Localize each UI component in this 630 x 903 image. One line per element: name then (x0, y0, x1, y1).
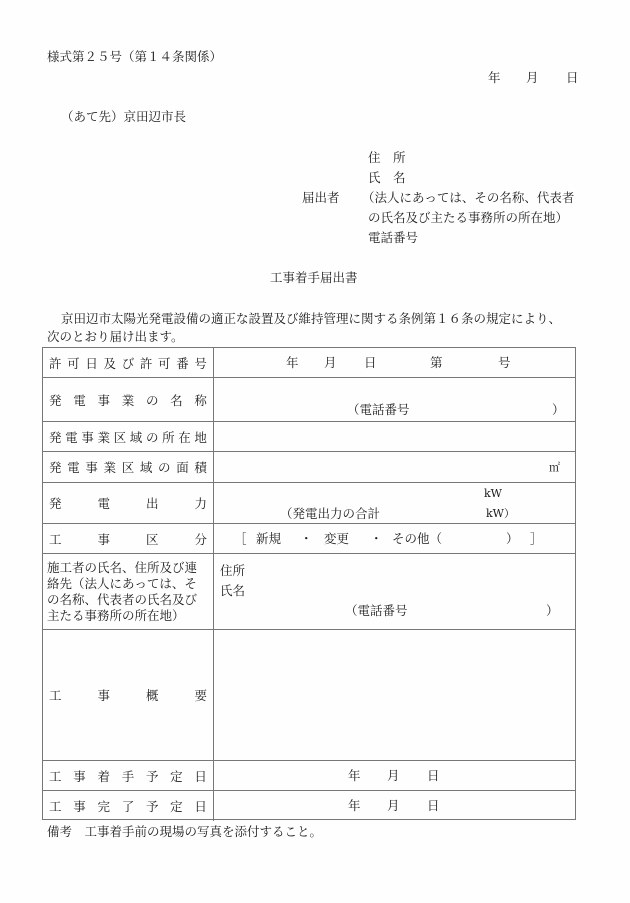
value-end-date (214, 791, 575, 821)
label-char: 定 (170, 768, 183, 784)
label-char: 電 (97, 496, 110, 511)
label-permit (43, 348, 214, 377)
label-char: 事 (85, 460, 98, 475)
value-summary[interactable] (214, 630, 575, 760)
intro-line1: 京田辺市太陽光発電設備の適正な設置及び維持管理に関する条例第１６条の規定により、 (61, 311, 562, 326)
label-char: 日 (194, 768, 207, 784)
row-location (43, 422, 575, 452)
label-category (43, 524, 214, 553)
permit-year: 年 (286, 355, 299, 370)
label-char: 積 (194, 460, 207, 475)
row-permit (43, 348, 575, 378)
label-char: 及 (103, 355, 117, 371)
permit-dai: 第 (430, 355, 443, 370)
label-char: び (121, 355, 135, 371)
row-area (43, 452, 575, 483)
label-start-date (43, 761, 214, 790)
label-char: 在 (178, 429, 191, 445)
label-char: 予 (145, 799, 159, 814)
end-day: 日 (427, 798, 440, 813)
label-char: 発 (49, 496, 62, 511)
label-output (43, 483, 214, 523)
remarks: 備考 工事着手前の現場の写真を添付すること。 (47, 824, 323, 839)
form-number: 様式第２５号（第１４条関係） (47, 49, 223, 64)
label-business-name (43, 378, 214, 421)
area-unit: ㎡ (549, 461, 560, 474)
applicant-role-label: 届出者 (302, 190, 340, 205)
label-char: 業 (103, 460, 117, 475)
applicant-note-line1: （法人にあっては、その名称、代表者 (362, 190, 575, 205)
start-month: 月 (387, 768, 400, 783)
label-char: 電 (65, 429, 78, 445)
label-char: 許 (139, 355, 153, 371)
label-char: 地 (194, 429, 207, 445)
notification-table (42, 347, 576, 820)
label-char: 区 (121, 460, 135, 475)
label-char: 許 (49, 355, 62, 371)
label-char: の (145, 429, 159, 445)
applicant-address-label: 住 所 (368, 150, 406, 165)
applicant-note-line2: の氏名及び主たる事務所の所在地） (368, 210, 569, 225)
label-end-date (43, 791, 214, 821)
category-dot2: ・ (370, 531, 383, 546)
label-char: の (145, 392, 159, 408)
label-char: 事 (97, 688, 110, 703)
contractor-phone-close: ） (546, 603, 559, 618)
label-char: 号 (194, 355, 207, 371)
value-area (214, 452, 575, 482)
label-char: 番 (176, 355, 189, 371)
label-char: 工 (49, 799, 62, 814)
category-other[interactable]: その他（ (392, 531, 443, 546)
row-business-name (43, 378, 575, 422)
label-char: 電 (73, 392, 86, 408)
value-category (214, 524, 575, 553)
row-contractor (43, 554, 575, 630)
label-char: 所 (162, 429, 175, 445)
contractor-address-label: 住所 (220, 563, 246, 578)
label-char: 工 (49, 531, 62, 547)
end-year: 年 (348, 798, 361, 813)
value-contractor (214, 554, 575, 629)
label-char: 区 (113, 429, 127, 445)
category-open-bracket: ［ (234, 531, 247, 546)
label-char: 要 (194, 688, 207, 703)
row-end-date (43, 791, 575, 821)
label-char: 手 (121, 768, 135, 784)
header-date-month: 月 (526, 70, 539, 85)
category-close-bracket: ］ (530, 531, 543, 546)
business-phone-open: （電話番号 (347, 402, 410, 417)
label-char: 分 (194, 531, 207, 547)
applicant-name-label: 氏 名 (368, 170, 406, 185)
label-char: 予 (145, 768, 159, 784)
label-char: 工 (49, 688, 62, 703)
label-location (43, 422, 214, 451)
category-change[interactable]: 変更 (324, 531, 350, 546)
header-date-day: 日 (566, 70, 579, 85)
label-char: 発 (49, 429, 62, 445)
category-other-close: ） (506, 531, 519, 546)
label-char: の (158, 460, 171, 475)
value-permit (214, 348, 575, 377)
label-char: 域 (139, 460, 153, 475)
intro-line2: 次のとおり届け出ます。 (47, 329, 184, 344)
start-year: 年 (348, 768, 361, 783)
start-day: 日 (427, 768, 440, 783)
label-char: 概 (145, 688, 159, 703)
label-area (43, 452, 214, 482)
end-month: 月 (387, 798, 400, 813)
label-char: 発 (49, 392, 62, 408)
output-total: （発電出力の合計 (280, 506, 381, 521)
category-new[interactable]: 新規 (256, 531, 282, 546)
label-char: 事 (97, 392, 110, 408)
value-business-name (214, 378, 575, 421)
label-char: 発 (49, 460, 62, 475)
label-char: 業 (97, 429, 110, 445)
label-char: 日 (194, 799, 207, 814)
label-char: 事 (81, 429, 94, 445)
permit-day: 日 (364, 355, 377, 370)
label-char: 域 (129, 429, 143, 445)
label-char: 称 (194, 392, 207, 408)
label-char: 日 (85, 355, 98, 371)
contractor-label-text: 施工者の氏名、住所及び連絡先（法人にあっては、その名称、代表者の氏名及び主たる事務所の所在地） (47, 559, 198, 623)
contractor-name-label: 氏名 (220, 583, 246, 598)
label-char: 電 (67, 460, 80, 475)
label-char: 定 (170, 799, 183, 814)
category-dot1: ・ (300, 531, 313, 546)
row-start-date (43, 761, 575, 791)
label-char: 出 (145, 496, 159, 511)
header-date-year: 年 (488, 70, 501, 85)
label-char: 面 (176, 460, 189, 475)
label-char: 事 (73, 768, 86, 784)
page-title: 工事着手届出書 (270, 270, 358, 285)
row-output (43, 483, 575, 524)
permit-month: 月 (324, 355, 337, 370)
label-contractor (43, 554, 214, 629)
label-char: 事 (97, 531, 110, 547)
label-char: 可 (67, 355, 80, 371)
permit-go: 号 (498, 355, 511, 370)
value-location[interactable] (214, 422, 575, 451)
row-summary (43, 630, 575, 761)
label-char: 工 (49, 768, 62, 784)
contractor-phone-open: （電話番号 (345, 603, 408, 618)
label-char: 完 (97, 799, 110, 814)
label-char: 区 (145, 531, 159, 547)
applicant-phone-label: 電話番号 (368, 230, 419, 245)
value-output (214, 483, 575, 523)
label-char: 了 (121, 799, 135, 814)
label-char: 着 (97, 768, 110, 784)
label-char: 名 (170, 392, 183, 408)
value-start-date (214, 761, 575, 790)
business-phone-close: ） (552, 402, 565, 417)
label-summary (43, 630, 214, 760)
addressee: （あて先）京田辺市長 (61, 109, 187, 124)
label-char: 可 (158, 355, 171, 371)
label-char: 事 (73, 799, 86, 814)
label-char: 業 (121, 392, 135, 408)
output-unit: kW (484, 487, 502, 500)
label-char: 力 (194, 496, 207, 511)
output-total-unit: kW） (486, 507, 515, 520)
row-category (43, 524, 575, 554)
